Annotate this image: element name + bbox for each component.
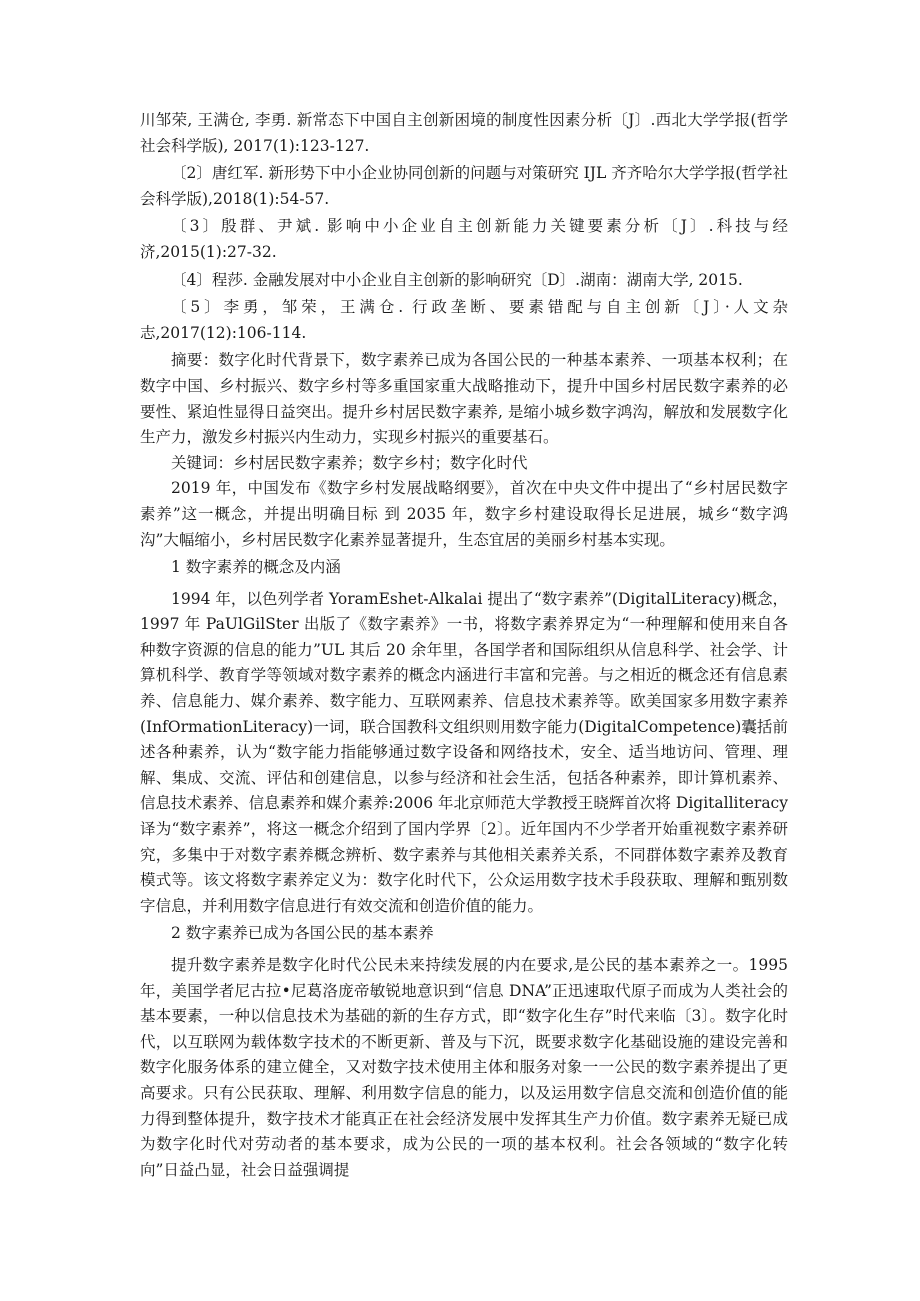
section-1-body: 1994 年，以色列学者 YoramEshet-Alkalai 提出了“数字素养”(DigitalLiteracy)概念，1997 年 PaUlGilSter 出版了《数字素养》一书，将数字素养界定为“一种理解和使用来自各种数字资源的信息的能力”UL 其后 20 余年里，各国学者和国际组织从信息科学、社会学、计算机科学、教育学等领域对数字素养的概念内涵进行丰富和完善。与之相近的概念还有信息素养、信息能力、媒介素养、数字能力、互联网素养、信息技术素养等。欧美国家多用数字素养(InfOrmationLiteracy)一词，联合国教科文组织则用数字能力(DigitalCompetence)囊括前述各种素养，认为“数字能力指能够通过数字设备和网络技术，安全、适当地访问、管理、理解、集成、交流、评估和创建信息，以参与经济和社会生活，包括各种素养，即计算机素养、信息技术素养、信息素养和媒介素养:2006 年北京师范大学教授王晓辉首次将 Digitalliteracy 译为“数字素养”，将这一概念介绍到了国内学界〔2〕。近年国内不少学者开始重视数字素养研究，多集中于对数字素养概念辨析、数字素养与其他相关素养关系，不同群体数字素养及教育模式等。该文将数字素养定义为：数字化时代下，公众运用数字技术手段获取、理解和甄别数字信息，并利用数字信息进行有效交流和创造价值的能力。: [140, 589, 788, 915]
intro-paragraph: 2019 年，中国发布《数字乡村发展战略纲要》，首次在中央文件中提出了“乡村居民数字素养”这一概念，并提出明确目标 到 2035 年，数字乡村建设取得长足进展，城乡“数字鸿沟”大幅缩小，乡村居民数字化素养显著提升，生态宜居的美丽乡村基本实现。: [140, 479, 788, 549]
document-page: [140, 108, 788, 1183]
reference-2: 〔2〕唐红军. 新形势下中小企业协同创新的问题与对策研究 IJL 齐齐哈尔大学学报(哲学社会科学版),2018(1):54-57.: [140, 164, 788, 208]
abstract: 摘要：数字化时代背景下，数字素养已成为各国公民的一种基本素养、一项基本权利；在数字中国、乡村振兴、数字乡村等多重国家重大战略推动下，提升中国乡村居民数字素养的必要性、紧迫性显得日益突出。提升乡村居民数字素养, 是缩小城乡数字鸿沟，解放和发展数字化生产力，激发乡村振兴内生动力，实现乡村振兴的重要基石。: [140, 351, 788, 447]
reference-3: 〔3〕殷群、尹斌. 影响中小企业自主创新能力关键要素分析〔J〕.科技与经济,2015(1):27-32.: [140, 217, 788, 261]
reference-5: 〔5〕李勇，邹荣，王满仓. 行政垄断、要素错配与自主创新〔J〕·人文杂志,2017(12):106-114.: [140, 298, 788, 342]
reference-4: 〔4〕程莎. 金融发展对中小企业自主创新的影响研究〔D〕.湖南：湖南大学, 2015.: [171, 270, 743, 289]
keywords: 关键词：乡村居民数字素养；数字乡村；数字化时代: [171, 453, 528, 472]
section-1-heading: 1 数字素养的概念及内涵: [171, 558, 341, 577]
section-2-heading: 2 数字素养已成为各国公民的基本素养: [171, 924, 434, 943]
reference-1: 川邹荣, 王满仓, 李勇. 新常态下中国自主创新困境的制度性因素分析〔J〕.西北大学学报(哲学社会科学版), 2017(1):123-127.: [140, 111, 788, 155]
section-2-body: 提升数字素养是数字化时代公民未来持续发展的内在要求,是公民的基本素养之一。1995 年，美国学者尼古拉•尼葛洛庞帝敏锐地意识到“信息 DNA”正迅速取代原子而成为人类社会的基本要素，一种以信息技术为基础的新的生存方式，即“数字化生存”时代来临〔3〕。数字化时代，以互联网为载体数字技术的不断更新、普及与下沉，既要求数字化基础设施的建设完善和数字化服务体系的建立健全，又对数字技术使用主体和服务对象一一公民的数字素养提出了更高要求。只有公民获取、理解、利用数字信息的能力，以及运用数字信息交流和创造价值的能力得到整体提升，数字技术才能真正在社会经济发展中发挥其生产力价值。数字素养无疑已成为数字化时代对劳动者的基本要求，成为公民的一项的基本权利。社会各领域的“数字化转向”日益凸显，社会日益强调提: [140, 956, 788, 1179]
